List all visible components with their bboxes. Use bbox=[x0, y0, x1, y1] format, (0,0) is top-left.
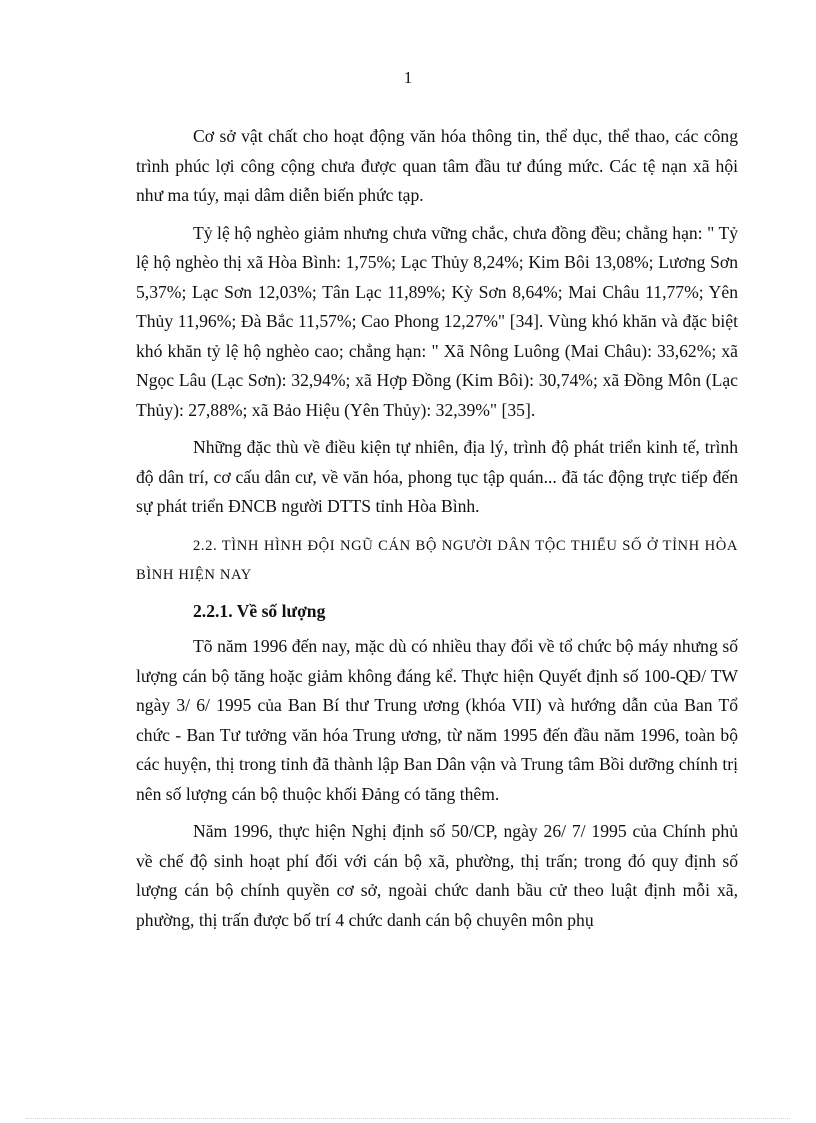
subsection-heading: 2.2.1. Về số lượng bbox=[193, 600, 326, 621]
page-body bbox=[136, 122, 738, 943]
paragraph-decree-50: Năm 1996, thực hiện Nghị định số 50/CP, ngày 26/ 7/ 1995 của Chính phủ về chế độ sinh hoạt phí đối với cán bộ xã, phường, thị trấn; trong đó quy định số lượng cán bộ chính quyền cơ sở, ngoài chức danh bầu cử theo luật định mỗi xã, phường, thị trấn được bố trí 4 chức danh cán bộ chuyên môn phụ bbox=[136, 821, 738, 930]
paragraph-poverty-rates: Tỷ lệ hộ nghèo giảm nhưng chưa vững chắc, chưa đồng đều; chẳng hạn: " Tỷ lệ hộ nghèo thị xã Hòa Bình: 1,75%; Lạc Thủy 8,24%; Kim Bôi 13,08%; Lương Sơn 5,37%; Lạc Sơn 12,03%; Tân Lạc 11,89%; Kỳ Sơn 8,64%; Mai Châu 11,77%; Yên Thủy 11,96%; Đà Bắc 11,57%; Cao Phong 12,27%" [34]. Vùng khó khăn và đặc biệt khó khăn tỷ lệ hộ nghèo cao; chẳng hạn: " Xã Nông Luông (Mai Châu): 33,62%; xã Ngọc Lâu (Lạc Sơn): 32,94%; xã Hợp Đồng (Kim Bôi): 30,74%; xã Đồng Môn (Lạc Thủy): 27,88%; xã Bảo Hiệu (Yên Thủy): 32,39%" [35]. bbox=[136, 222, 738, 420]
paragraph-facilities: Cơ sở vật chất cho hoạt động văn hóa thông tin, thể dục, thể thao, các công trình phúc lợi công cộng chưa được quan tâm đầu tư đúng mức. Các tệ nạn xã hội như ma túy, mại dâm diễn biến phức tạp. bbox=[136, 126, 738, 205]
section-heading: 2.2. TÌNH HÌNH ĐỘI NGŨ CÁN BỘ NGƯỜI DÂN TỘC THIỂU SỐ Ở TỈNH HÒA BÌNH HIỆN NAY bbox=[136, 537, 738, 583]
page-number: 1 bbox=[403, 68, 413, 87]
paragraph-since-1996: Tõ năm 1996 đến nay, mặc dù có nhiều thay đổi về tổ chức bộ máy nhưng số lượng cán bộ tăng hoặc giảm không đáng kể. Thực hiện Quyết định số 100-QĐ/ TW ngày 3/ 6/ 1995 của Ban Bí thư Trung ương (khóa VII) và hướng dẫn của Ban Tổ chức - Ban Tư tưởng văn hóa Trung ương, từ năm 1995 đến đầu năm 1996, toàn bộ các huyện, thị trong tỉnh đã thành lập Ban Dân vận và Trung tâm Bồi dưỡng chính trị nên số lượng cán bộ thuộc khối Đảng có tăng thêm. bbox=[136, 636, 738, 804]
page-bottom-divider bbox=[26, 1118, 790, 1119]
paragraph-characteristics: Những đặc thù về điều kiện tự nhiên, địa lý, trình độ phát triển kinh tế, trình độ dân trí, cơ cấu dân cư, về văn hóa, phong tục tập quán... đã tác động trực tiếp đến sự phát triển ĐNCB người DTTS tỉnh Hòa Bình. bbox=[136, 437, 738, 516]
